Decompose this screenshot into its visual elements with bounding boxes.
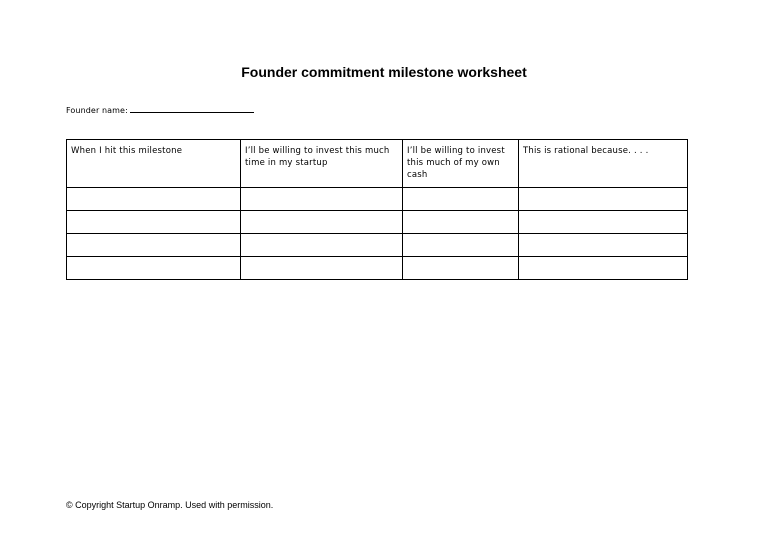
- table-cell[interactable]: [67, 257, 241, 280]
- table-cell[interactable]: [241, 188, 403, 211]
- header-milestone: When I hit this milestone: [67, 140, 241, 188]
- table-row: [67, 211, 688, 234]
- copyright-notice: © Copyright Startup Onramp. Used with permission.: [66, 500, 274, 510]
- table-cell[interactable]: [403, 211, 519, 234]
- table-cell[interactable]: [67, 188, 241, 211]
- table-cell[interactable]: [403, 188, 519, 211]
- table-row: [67, 234, 688, 257]
- table-row: [67, 188, 688, 211]
- table-cell[interactable]: [519, 257, 688, 280]
- header-cash: I’ll be willing to invest this much of my own cash: [403, 140, 519, 188]
- header-rationale: This is rational because. . . .: [519, 140, 688, 188]
- page-title: Founder commitment milestone worksheet: [241, 64, 527, 80]
- table-cell[interactable]: [403, 234, 519, 257]
- table-cell[interactable]: [241, 257, 403, 280]
- table-header-row: [67, 140, 688, 188]
- table-cell[interactable]: [403, 257, 519, 280]
- milestone-table: [66, 139, 688, 280]
- founder-name-field: [66, 104, 254, 115]
- table-cell[interactable]: [67, 211, 241, 234]
- header-time: I’ll be willing to invest this much time in my startup: [241, 140, 403, 188]
- table-cell[interactable]: [519, 211, 688, 234]
- founder-name-blank[interactable]: [130, 104, 254, 113]
- founder-name-label: Founder name:: [66, 106, 128, 115]
- table-cell[interactable]: [519, 234, 688, 257]
- table-cell[interactable]: [241, 234, 403, 257]
- table-cell[interactable]: [519, 188, 688, 211]
- table-cell[interactable]: [241, 211, 403, 234]
- table-cell[interactable]: [67, 234, 241, 257]
- table-row: [67, 257, 688, 280]
